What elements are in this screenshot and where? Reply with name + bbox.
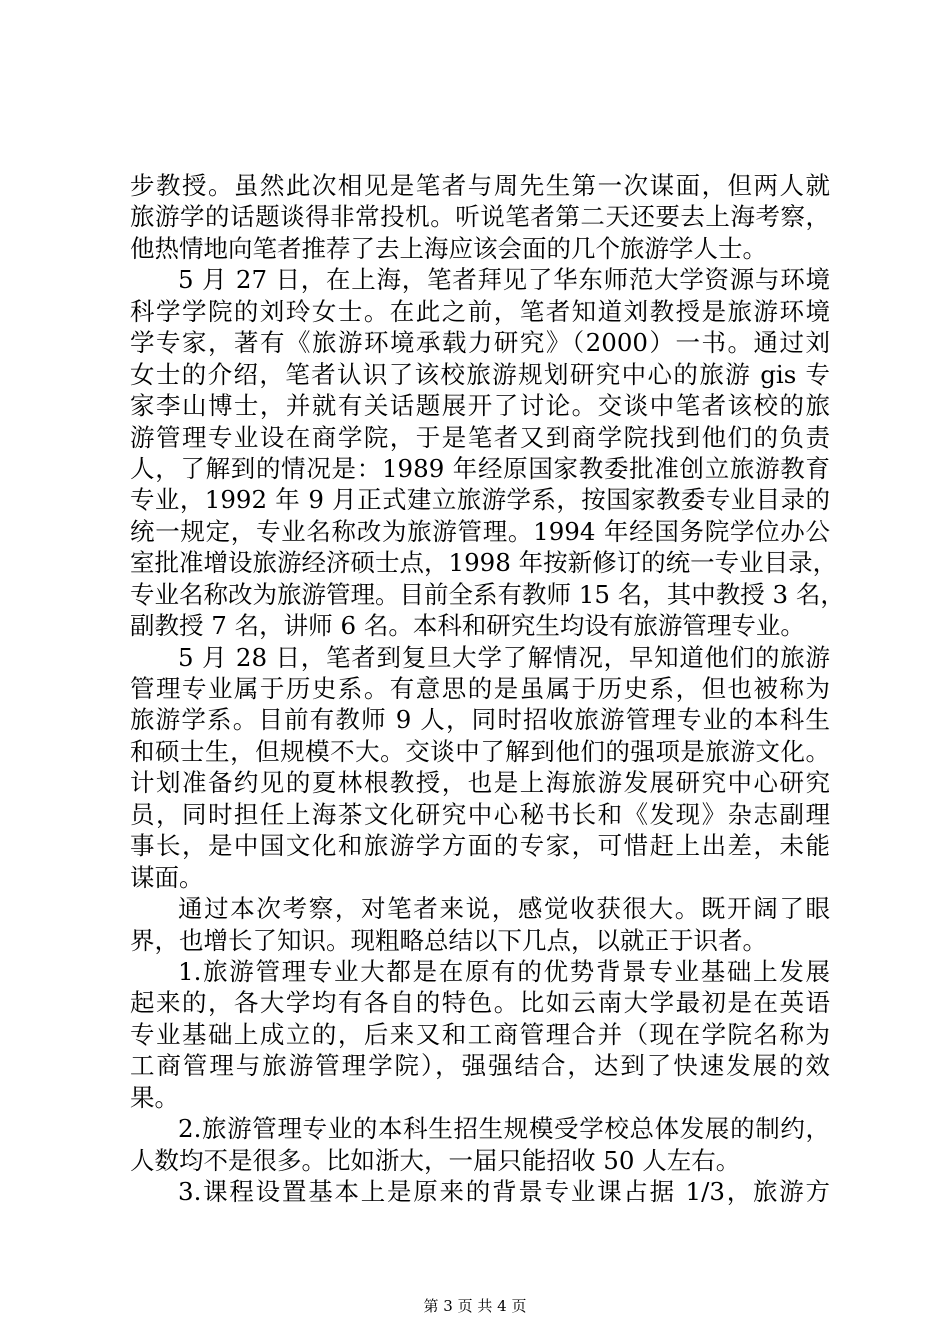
text-line: 3.课程设置基本上是原来的背景专业课占据 1/3，旅游方: [178, 1177, 830, 1206]
text-line: 事长，是中国文化和旅游学方面的专家，可惜赶上出差，未能: [130, 831, 830, 861]
text-line: 专业基础上成立的，后来又和工商管理合并（现在学院名称为: [130, 1019, 830, 1049]
text-line: 室批准增设旅游经济硕士点，1998 年按新修订的统一专业目录，: [130, 548, 838, 578]
text-line: 专业名称改为旅游管理。目前全系有教师 15 名，其中教授 3 名，: [130, 579, 845, 609]
text-line: 步教授。虽然此次相见是笔者与周先生第一次谋面，但两人就: [130, 171, 830, 200]
text-line: 和硕士生，但规模不大。交谈中了解到他们的强项是旅游文化。: [130, 736, 830, 766]
text-line: 工商管理与旅游管理学院），强强结合，达到了快速发展的效: [130, 1051, 830, 1081]
text-line: 通过本次考察，对笔者来说，感觉收获很大。既开阔了眼: [178, 894, 830, 924]
text-line: 起来的，各大学均有各自的特色。比如云南大学最初是在英语: [130, 988, 830, 1018]
text-line: 旅游学系。目前有教师 9 人，同时招收旅游管理专业的本科生: [130, 705, 830, 735]
text-line: 计划准备约见的夏林根教授，也是上海旅游发展研究中心研究: [130, 768, 830, 798]
text-line: 界，也增长了知识。现粗略总结以下几点，以就正于识者。: [130, 925, 767, 955]
text-line: 女士的介绍，笔者认识了该校旅游规划研究中心的旅游 gis 专: [130, 359, 830, 389]
text-line: 专业，1992 年 9 月正式建立旅游学系，按国家教委专业目录的: [130, 485, 830, 515]
text-line: 学专家，著有《旅游环境承载力研究》（2000）一书。通过刘: [130, 328, 830, 358]
text-line: 游管理专业设在商学院，于是笔者又到商学院找到他们的负责: [130, 422, 830, 452]
text-line: 科学学院的刘玲女士。在此之前，笔者知道刘教授是旅游环境: [130, 296, 830, 326]
text-line: 5 月 27 日，在上海，笔者拜见了华东师范大学资源与环境: [178, 265, 830, 295]
text-line: 果。: [130, 1082, 179, 1112]
text-line: 5 月 28 日，笔者到复旦大学了解情况，早知道他们的旅游: [178, 642, 830, 672]
text-line: 人，了解到的情况是：1989 年经原国家教委批准创立旅游教育: [130, 453, 830, 483]
text-line: 统一规定，专业名称改为旅游管理。1994 年经国务院学位办公: [130, 516, 830, 546]
text-line: 副教授 7 名，讲师 6 名。本科和研究生均设有旅游管理专业。: [130, 611, 805, 641]
text-line: 员，同时担任上海茶文化研究中心秘书长和《发现》杂志副理: [130, 799, 830, 829]
text-line: 谋面。: [130, 862, 204, 892]
page-footer: 第 3 页 共 4 页: [423, 1297, 527, 1315]
document-body: [130, 170, 845, 1207]
text-line: 1.旅游管理专业大都是在原有的优势背景专业基础上发展: [178, 956, 830, 986]
text-line: 人数均不是很多。比如浙大，一届只能招收 50 人左右。: [130, 1145, 741, 1175]
text-line: 他热情地向笔者推荐了去上海应该会面的几个旅游学人士。: [130, 233, 767, 263]
text-line: 家李山博士，并就有关话题展开了讨论。交谈中笔者该校的旅: [130, 391, 830, 421]
text-line: 旅游学的话题谈得非常投机。听说笔者第二天还要去上海考察，: [130, 202, 830, 232]
text-line: 2.旅游管理专业的本科生招生规模受学校总体发展的制约，: [178, 1114, 830, 1144]
text-line: 管理专业属于历史系。有意思的是虽属于历史系，但也被称为: [130, 674, 830, 703]
